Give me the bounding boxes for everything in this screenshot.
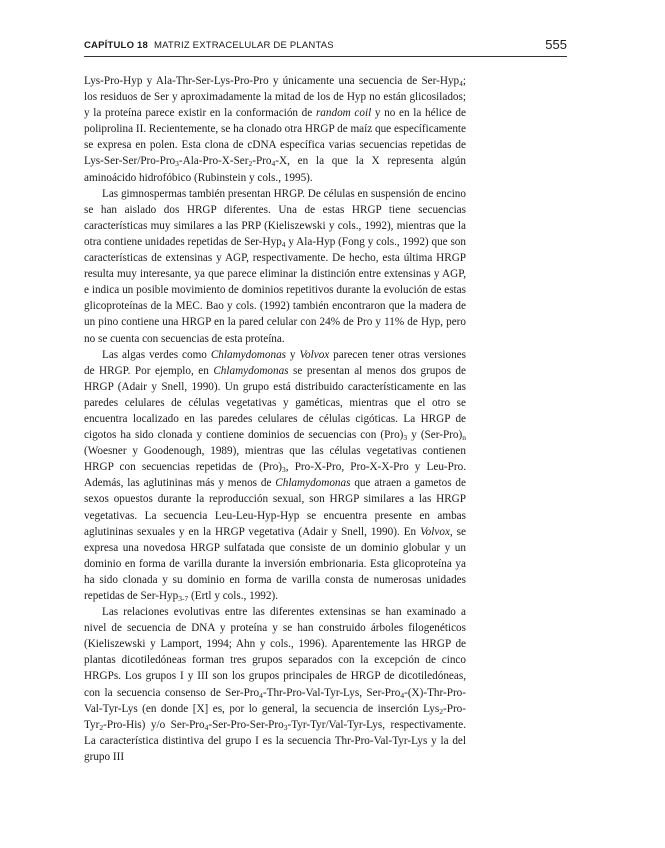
paragraph-3: Las algas verdes como Chlamydomonas y Volvox parecen tener otras versiones de HRGP. Por ejemplo, en Chlamydomonas se presentan al menos dos grupos de HRGP (Adair y Snell, 1990). Un grupo está distribuido característicamente en las paredes celulares de células vegetativas y gaméticas, mientras que el otro se encuentra localizado en las paredes celulares de células cigóticas. La HRGP de cigotos ha sido clonada y contiene dominios de secuencias con $(Pro)_3$ y $(Ser-Pro)_n$ (Woesner y Goodenough, 1989), mientras que las células vegetativas contienen HRGP con secuencias repetidas de $(Pro)_3$, Pro-X-Pro, Pro-X-X-Pro y Leu-Pro. Además, las aglutininas más y menos de Chlamydomonas que atraen a gametos de sexos opuestos durante la reproducción sexual, son HRGP similares a las HRGP vegetativas. La secuencia Leu-Leu-Hyp-Hyp se encuentra presente en ambas aglutininas sexuales y en la HRGP vegetativa (Adair y Snell, 1990). En Volvox, se expresa una novedosa HRGP sulfatada que consiste de un dominio globular y un dominio en forma de varilla durante la inversión embrionaria. Esta glicoproteína ya ha sido clonada y su dominio en forma de varilla consta de numerosas unidades repetidas de Ser-Hyp$_{3-7}$ (Ertl y cols., 1992).	[84, 348, 467, 603]
running-header	[84, 37, 567, 57]
chapter-title: MATRIZ EXTRACELULAR DE PLANTAS	[153, 40, 334, 51]
page-number: 555	[545, 37, 567, 52]
body-text	[84, 73, 466, 765]
chapter-heading	[84, 40, 334, 51]
paragraph-1: Lys-Pro-Hyp y Ala-Thr-Ser-Lys-Pro-Pro y únicamente una secuencia de Ser-Hyp$_4$; los residuos de Ser y aproximadamente la mitad de los de Hyp no están glicosilados; y la proteína parece existir en la conformación de random coil y no en la hélice de poliprolina II. Recientemente, se ha clonado otra HRGP de maíz que específicamente se expresa en polen. Esta clona de cDNA específica varias secuencias repetidas de Lys-Ser-Ser/Pro-Pro$_3$-Ala-Pro-X-Ser$_2$-Pro$_4$-X, en la que la X representa algún aminoácido hidrofóbico (Rubinstein y cols., 1995).	[84, 75, 466, 184]
paragraph-4: Las relaciones evolutivas entre las diferentes extensinas se han examinado a nivel de secuencia de DNA y proteína y se han construido árboles filogenéticos (Kieliszewski y Lamport, 1994; Ahn y cols., 1996). Aparentemente las HRGP de plantas dicotiledóneas forman tres grupos separados con la excepción de cinco HRGPs. Los grupos I y III son los grupos principales de HRGP de dicotiledóneas, con la secuencia consenso de Ser-Pro$_4$-Thr-Pro-Val-Tyr-Lys, Ser-Pro$_4$-(X)-Thr-Pro-Val-Tyr-Lys (en donde [X] es, por lo general, la secuencia de inserción Lys$_2$-Pro-Tyr$_2$-Pro-His) y/o Ser-Pro$_4$-Ser-Pro-Ser-Pro$_3$-Tyr-Tyr/Val-Tyr-Lys, respectivamente. La característica distintiva del grupo I es la secuencia Thr-Pro-Val-Tyr-Lys y la del grupo III	[84, 606, 466, 763]
paragraph-2: Las gimnospermas también presentan HRGP. De células en suspensión de encino se han aislado dos HRGP diferentes. Una de estas HRGP tiene secuencias características muy similares a las PRP (Kieliszewski y cols., 1992), mientras que la otra contiene unidades repetidas de Ser-Hyp$_4$ y Ala-Hyp (Fong y cols., 1992) que son características de extensinas y AGP, respectivamente. De hecho, esta última HRGP resulta muy interesante, ya que parece eliminar la distinción entre extensinas y AGP, e indica un posible movimiento de dominios repetitivos durante la evolución de estas glicoproteínas de la MEC. Bao y cols. (1992) también encontraron que la madera de un pino contiene una HRGP en la pared celular con 24% de Pro y 11% de Hyp, pero no se cuenta con secuencias de esta proteína.	[84, 187, 466, 345]
chapter-label: CAPÍTULO 18	[84, 40, 148, 51]
